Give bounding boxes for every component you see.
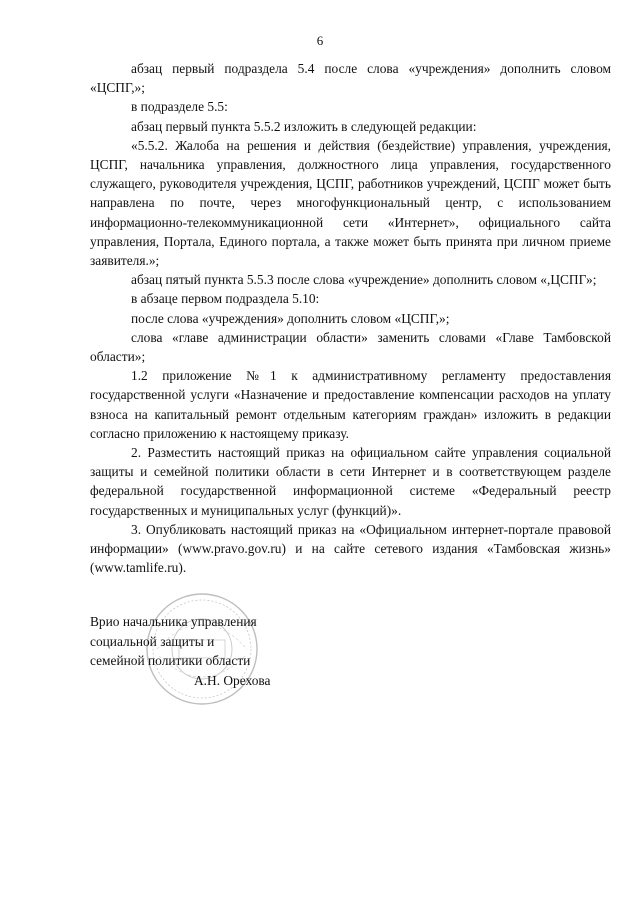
- paragraph-5: абзац пятый пункта 5.5.3 после слова «учреждение» дополнить словом «,ЦСПГ»;: [131, 272, 597, 288]
- paragraph-9: 1.2 приложение №1 к административному регламенту предоставления государственной услуги «Назначение и предоставление компенсации расходов на уплату взноса на капитальный ремонт отдельным категориям граждан» изложить в редакции согласно приложению к настоящему приказу.: [90, 368, 611, 441]
- paragraph-1: абзац первый подраздела 5.4 после слова «учреждения» дополнить словом «ЦСПГ,»;: [90, 61, 611, 96]
- paragraph-10: 2. Разместить настоящий приказ на официальном сайте управления социальной защиты и семейной политики области в сети Интернет и в соответствующем разделе федеральной государственной информационной системе «Федеральный реестр государственных и муниципальных услуг (функций)».: [90, 445, 611, 518]
- paragraph-8: слова «главе администрации области» заменить словами «Главе Тамбовской области»;: [90, 329, 611, 365]
- paragraph-6: в абзаце первом подраздела 5.10:: [131, 291, 320, 307]
- paragraph-3: абзац первый пункта 5.5.2 изложить в следующей редакции:: [131, 118, 477, 134]
- paragraph-11: 3. Опубликовать настоящий приказ на «Официальном интернет-портале правовой информации» (www.pravo.gov.ru) и на сайте сетевого издания «Тамбовская жизнь» (www.tamlife.ru).: [90, 521, 611, 576]
- signature-block: [90, 612, 350, 690]
- signature-position-line-2: социальной защиты и: [90, 633, 215, 649]
- paragraph-4: «5.5.2. Жалоба на решения и действия (бездействие) управления, учреждения, ЦСПГ, начальника управления, должностного лица управления, государственного служащего, руководителя учреждения, ЦСПГ, работников учреждений, ЦСПГ может быть направлена по почте, через многофункциональный центр, с использованием информационно-телекоммуникационной сети «Интернет», официального сайта управления, Портала, Единого портала, а также может быть принята при личном приеме заявителя.»;: [90, 137, 611, 269]
- signature-position-line-3: семейной политики области: [90, 653, 251, 668]
- document-body: [90, 59, 611, 577]
- signatory-name: А.Н. Орехова: [194, 672, 271, 688]
- signature-position-line-1: Врио начальника управления: [90, 614, 257, 629]
- page-number: 6: [316, 33, 324, 48]
- paragraph-2: в подразделе 5.5:: [131, 99, 228, 115]
- paragraph-7: после слова «учреждения» дополнить словом «ЦСПГ,»;: [131, 310, 450, 326]
